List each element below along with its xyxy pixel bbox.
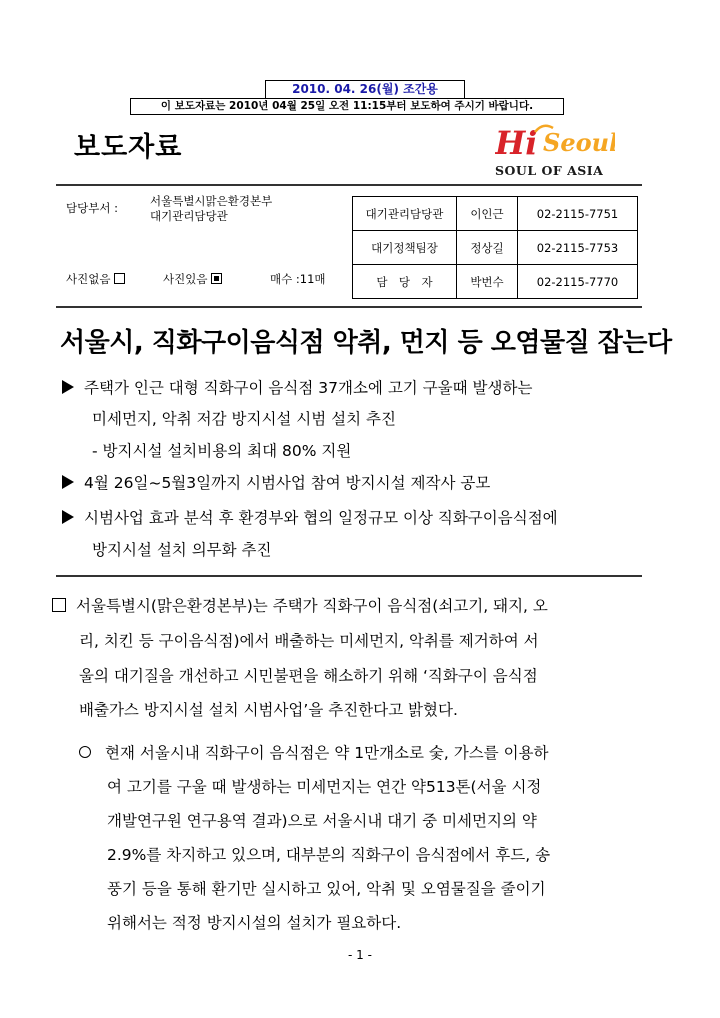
body-p2-line6: 위해서는 적정 방지시설의 설치가 필요하다. xyxy=(107,914,402,932)
logo-seoul-text: Seoul xyxy=(543,128,615,157)
table-row xyxy=(353,197,638,231)
contact-phone: 02-2115-7770 xyxy=(518,265,638,299)
contact-name: 박번수 xyxy=(457,265,518,299)
table-row xyxy=(353,231,638,265)
body-p2-line5: 풍기 등을 통해 환기만 실시하고 있어, 악취 및 오염물질을 줄이기 xyxy=(107,880,546,898)
release-date: 2010. 04. 26(월) 조간용 xyxy=(265,80,465,99)
summary-bullet-1-sub: - 방지시설 설치비용의 최대 80% 지원 xyxy=(92,442,352,460)
summary-bullet-3-text: 시범사업 효과 분석 후 환경부와 협의 일정규모 이상 직화구이음식점에 xyxy=(84,509,558,527)
checkbox-icon xyxy=(114,273,125,284)
summary-bullet-2 xyxy=(62,471,490,493)
photo-none xyxy=(66,271,125,287)
square-bullet-icon xyxy=(52,598,66,612)
contact-phone: 02-2115-7751 xyxy=(518,197,638,231)
body-p2-line3: 개발연구원 연구용역 결과)으로 서울시내 대기 중 미세먼지의 약 xyxy=(107,812,537,830)
triangle-bullet-icon xyxy=(62,475,74,489)
body-p1-line3: 울의 대기질을 개선하고 시민불편을 해소하기 위해 ‘직화구이 음식점 xyxy=(79,667,538,685)
body-p2-line4: 2.9%를 차지하고 있으며, 대부분의 직화구이 음식점에서 후드, 송 xyxy=(107,846,551,864)
header-divider xyxy=(56,306,642,308)
body-paragraph-2 xyxy=(79,741,549,763)
photo-none-label: 사진없음 xyxy=(66,272,111,286)
contact-role: 대기정책팀장 xyxy=(353,231,457,265)
hi-seoul-logo-icon xyxy=(495,118,615,163)
circle-bullet-icon xyxy=(79,746,91,758)
photo-yes xyxy=(163,271,222,287)
headline: 서울시, 직화구이음식점 악취, 먼지 등 오염물질 잡는다 xyxy=(60,328,672,358)
body-p1-line1: 서울특별시(맑은환경본부)는 주택가 직화구이 음식점(쇠고기, 돼지, 오 xyxy=(76,597,548,615)
department-team: 대기관리담당관 xyxy=(150,209,228,223)
triangle-bullet-icon xyxy=(62,380,74,394)
photo-count: 매수 :11매 xyxy=(270,272,326,286)
checked-checkbox-icon xyxy=(211,273,222,284)
body-p2-line2: 여 고기를 구울 때 발생하는 미세먼지는 연간 약513톤(서울 시정 xyxy=(107,778,542,796)
contact-role: 담 당 자 xyxy=(353,265,457,299)
top-divider xyxy=(56,184,642,186)
summary-bullet-3-cont: 방지시설 설치 의무화 추진 xyxy=(92,541,272,559)
contact-phone: 02-2115-7753 xyxy=(518,231,638,265)
body-p1-line2: 리, 치킨 등 구이음식점)에서 배출하는 미세먼지, 악취를 제거하여 서 xyxy=(79,632,539,650)
summary-bullet-1-cont: 미세먼지, 악취 저감 방지시설 시범 설치 추진 xyxy=(92,410,397,428)
summary-bullet-1 xyxy=(62,376,532,398)
contact-table xyxy=(352,196,638,299)
press-release-title: 보도자료 xyxy=(74,132,183,163)
contact-name: 정상길 xyxy=(457,231,518,265)
logo-hi-text: Hi xyxy=(495,124,538,162)
body-p2-line1: 현재 서울시내 직화구이 음식점은 약 1만개소로 숯, 가스를 이용하 xyxy=(105,744,549,762)
contact-role: 대기관리담당관 xyxy=(353,197,457,231)
table-row xyxy=(353,265,638,299)
logo-tagline: SOUL OF ASIA xyxy=(495,163,604,178)
department-label: 담당부서 : xyxy=(66,201,118,215)
summary-divider xyxy=(56,575,642,577)
contact-name: 이인근 xyxy=(457,197,518,231)
summary-bullet-2-text: 4월 26일~5월3일까지 시범사업 참여 방지시설 제작사 공모 xyxy=(84,474,491,492)
department-name: 서울특별시맑은환경본부 xyxy=(150,194,273,208)
summary-bullet-1-text: 주택가 인근 대형 직화구이 음식점 37개소에 고기 구울때 발생하는 xyxy=(84,379,533,397)
embargo-notice: 이 보도자료는 2010년 04월 25일 오전 11:15부터 보도하여 주시기 바랍니다. xyxy=(130,98,564,115)
body-p1-line4: 배출가스 방지시설 설치 시범사업’을 추진한다고 밝혔다. xyxy=(79,701,458,719)
page-number: - 1 - xyxy=(348,948,372,962)
summary-bullet-3 xyxy=(62,506,558,528)
triangle-bullet-icon xyxy=(62,510,74,524)
photo-yes-label: 사진있음 xyxy=(163,272,208,286)
body-paragraph-1 xyxy=(52,594,548,616)
